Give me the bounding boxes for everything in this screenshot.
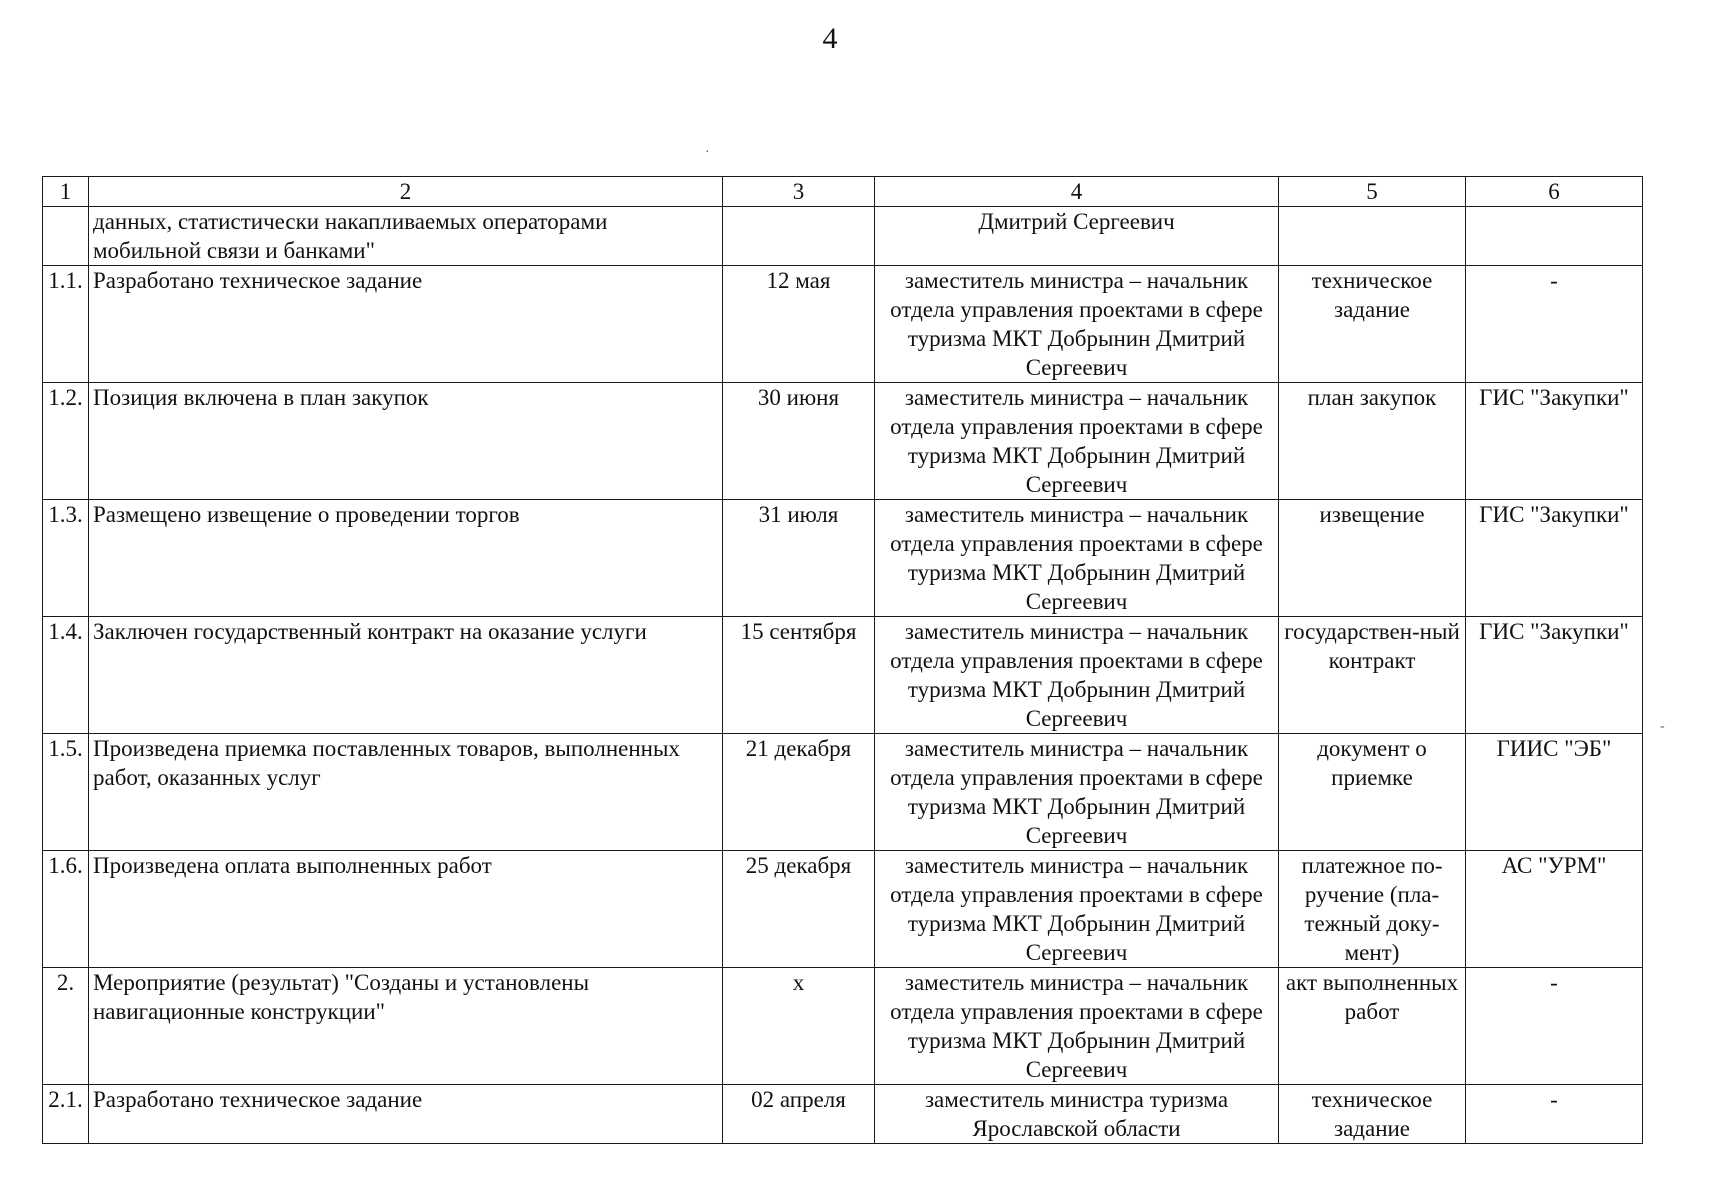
plan-table-container: [42, 176, 1642, 1144]
row-number: 1.2.: [43, 383, 89, 500]
row-name: Разработано техническое задание: [89, 1085, 723, 1144]
row-name: Произведена приемка поставленных товаров, выполненных работ, оказанных услуг: [89, 734, 723, 851]
table-row: [43, 266, 1643, 383]
row-date: 15 сентября: [723, 617, 875, 734]
row-responsible: Дмитрий Сергеевич: [875, 207, 1279, 266]
table-header-row: [43, 177, 1643, 207]
row-date: 21 декабря: [723, 734, 875, 851]
row-date: [723, 207, 875, 266]
row-responsible: заместитель министра – начальник отдела управления проектами в сфере туризма МКТ Добрынин Дмитрий Сергеевич: [875, 266, 1279, 383]
row-system: [1466, 207, 1643, 266]
stray-dot-mark: ·: [705, 145, 710, 160]
row-number: 1.1.: [43, 266, 89, 383]
row-date: х: [723, 968, 875, 1085]
row-document: извещение: [1279, 500, 1466, 617]
row-document: платежное по-ручение (пла-тежный доку-мент): [1279, 851, 1466, 968]
row-name: Позиция включена в план закупок: [89, 383, 723, 500]
table-row: [43, 734, 1643, 851]
plan-table: [42, 176, 1643, 1144]
header-col-4: 4: [875, 177, 1279, 207]
table-row: [43, 617, 1643, 734]
row-system: -: [1466, 266, 1643, 383]
table-row: [43, 383, 1643, 500]
row-date: 30 июня: [723, 383, 875, 500]
row-date: 31 июля: [723, 500, 875, 617]
row-responsible: заместитель министра – начальник отдела управления проектами в сфере туризма МКТ Добрынин Дмитрий Сергеевич: [875, 500, 1279, 617]
row-date: 12 мая: [723, 266, 875, 383]
table-row: [43, 968, 1643, 1085]
stray-dash-mark: -: [1660, 719, 1665, 734]
row-responsible: заместитель министра – начальник отдела управления проектами в сфере туризма МКТ Добрынин Дмитрий Сергеевич: [875, 383, 1279, 500]
row-system: АС "УРМ": [1466, 851, 1643, 968]
row-document: техническое задание: [1279, 266, 1466, 383]
row-name: Произведена оплата выполненных работ: [89, 851, 723, 968]
table-row: [43, 851, 1643, 968]
page-number: 4: [822, 22, 838, 55]
row-document: государствен-ный контракт: [1279, 617, 1466, 734]
row-name: данных, статистически накапливаемых операторами мобильной связи и банками": [89, 207, 723, 266]
row-document: [1279, 207, 1466, 266]
row-number: 1.6.: [43, 851, 89, 968]
row-document: план закупок: [1279, 383, 1466, 500]
row-name: Размещено извещение о проведении торгов: [89, 500, 723, 617]
table-row: [43, 1085, 1643, 1144]
header-col-3: 3: [723, 177, 875, 207]
row-responsible: заместитель министра – начальник отдела управления проектами в сфере туризма МКТ Добрынин Дмитрий Сергеевич: [875, 968, 1279, 1085]
row-responsible: заместитель министра – начальник отдела управления проектами в сфере туризма МКТ Добрынин Дмитрий Сергеевич: [875, 851, 1279, 968]
row-responsible: заместитель министра – начальник отдела управления проектами в сфере туризма МКТ Добрынин Дмитрий Сергеевич: [875, 617, 1279, 734]
row-number: 2.1.: [43, 1085, 89, 1144]
row-number: 1.3.: [43, 500, 89, 617]
row-number: [43, 207, 89, 266]
row-system: -: [1466, 968, 1643, 1085]
table-row: [43, 207, 1643, 266]
row-document: документ о приемке: [1279, 734, 1466, 851]
row-number: 2.: [43, 968, 89, 1085]
row-system: -: [1466, 1085, 1643, 1144]
row-name: Заключен государственный контракт на оказание услуги: [89, 617, 723, 734]
header-col-2: 2: [89, 177, 723, 207]
header-col-6: 6: [1466, 177, 1643, 207]
row-responsible: заместитель министра туризма Ярославской области: [875, 1085, 1279, 1144]
header-col-5: 5: [1279, 177, 1466, 207]
row-number: 1.5.: [43, 734, 89, 851]
row-date: 25 декабря: [723, 851, 875, 968]
row-number: 1.4.: [43, 617, 89, 734]
row-name: Разработано техническое задание: [89, 266, 723, 383]
row-system: ГИС "Закупки": [1466, 617, 1643, 734]
row-date: 02 апреля: [723, 1085, 875, 1144]
row-system: ГИИС "ЭБ": [1466, 734, 1643, 851]
row-document: акт выполненных работ: [1279, 968, 1466, 1085]
table-row: [43, 500, 1643, 617]
row-responsible: заместитель министра – начальник отдела управления проектами в сфере туризма МКТ Добрынин Дмитрий Сергеевич: [875, 734, 1279, 851]
row-document: техническое задание: [1279, 1085, 1466, 1144]
header-col-1: 1: [43, 177, 89, 207]
row-system: ГИС "Закупки": [1466, 383, 1643, 500]
row-name: Мероприятие (результат) "Созданы и установлены навигационные конструкции": [89, 968, 723, 1085]
row-system: ГИС "Закупки": [1466, 500, 1643, 617]
